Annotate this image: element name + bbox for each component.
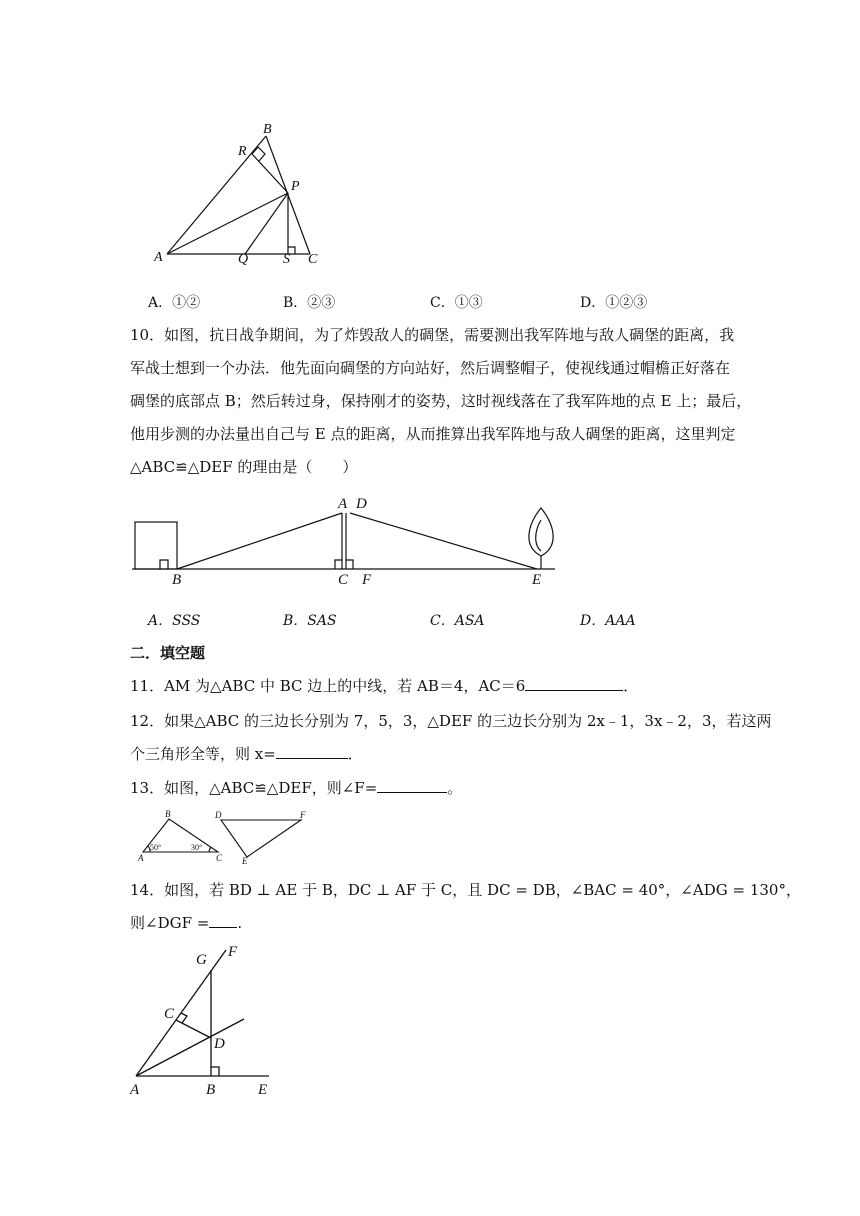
q13-end: 。 <box>447 779 463 797</box>
q12-answer-blank[interactable] <box>276 744 348 759</box>
q9-option-d[interactable]: D．①②③ <box>580 295 648 311</box>
tree-icon <box>529 508 553 569</box>
q10-line-5: △ABC≌△DEF 的理由是（ ） <box>130 458 358 476</box>
bunker-icon <box>135 522 177 569</box>
fig13-label-b: B <box>165 809 171 819</box>
fig10-label-b: B <box>172 572 182 588</box>
fig10-label-e: E <box>532 572 542 588</box>
fig9-label-c: C <box>308 252 318 267</box>
fig14-label-a: A <box>130 1082 140 1098</box>
q9-option-a[interactable]: A．①② <box>148 295 201 311</box>
fig14-label-b: B <box>206 1082 216 1098</box>
q11-end: ． <box>623 677 639 695</box>
fig9-label-q: Q <box>238 252 249 267</box>
q14-text: 则∠DGF = <box>130 914 210 932</box>
section-heading-fill-in: 二．填空题 <box>130 644 206 662</box>
fig14-label-d: D <box>214 1036 225 1052</box>
q14-answer-blank[interactable] <box>209 913 237 928</box>
fig13-angle-a: 50° <box>150 843 162 852</box>
fig10-label-d: D <box>356 496 367 512</box>
q10-option-d[interactable]: D．AAA <box>580 613 636 629</box>
q13-answer-blank[interactable] <box>377 778 447 793</box>
q11-text: 11．AM 为△ABC 中 BC 边上的中线，若 AB＝4，AC＝6 <box>130 677 526 695</box>
fig9-label-b: B <box>263 122 272 137</box>
fig9-label-a: A <box>154 250 163 265</box>
q13-figure <box>136 806 320 864</box>
q10-line-2: 军战士想到一个办法．他先面向碉堡的方向站好，然后调整帽子，使视线通过帽檐正好落在 <box>130 359 731 377</box>
fig13-angle-c: 30° <box>191 843 203 852</box>
fig14-label-g: G <box>196 952 207 968</box>
q14-end: . <box>237 914 243 932</box>
q10-line-3: 碉堡的底部点 B；然后转过身，保持刚才的姿势，这时视线落在了我军阵地的点 E 上；最后， <box>130 392 752 410</box>
q12-line-2 <box>130 744 363 764</box>
q13-line <box>130 778 462 798</box>
q10-figure <box>130 494 560 590</box>
fig10-label-c: C <box>338 572 349 588</box>
q14-line-1: 14．如图，若 BD ⊥ AE 于 B，DC ⊥ AF 于 C，且 DC = DB，∠BAC = 40°，∠ADG = 130°， <box>130 881 801 899</box>
q10-option-b[interactable]: B．SAS <box>283 613 337 629</box>
q9-option-c[interactable]: C．①③ <box>430 295 483 311</box>
q9-option-b[interactable]: B．②③ <box>283 295 336 311</box>
q10-option-c[interactable]: C．ASA <box>430 613 485 629</box>
q11-answer-blank[interactable] <box>525 676 623 691</box>
fig9-label-r: R <box>238 144 247 159</box>
fig14-label-c: C <box>164 1006 175 1022</box>
q9-figure <box>150 118 340 268</box>
fig13-label-c: C <box>216 853 223 863</box>
fig13-label-a: A <box>138 853 144 863</box>
q13-text: 13．如图，△ABC≌△DEF，则∠F= <box>130 779 378 797</box>
q12-text: 个三角形全等，则 x= <box>130 745 276 763</box>
fig14-label-f: F <box>228 944 238 960</box>
q10-option-a[interactable]: A．SSS <box>148 613 201 629</box>
fig9-label-s: S <box>283 252 290 267</box>
fig9-label-p: P <box>291 179 300 194</box>
fig10-label-f: F <box>362 572 372 588</box>
fig13-label-f: F <box>300 810 306 820</box>
fig13-label-e: E <box>242 856 248 864</box>
q10-line-4: 他用步测的办法量出自己与 E 点的距离，从而推算出我军阵地与敌人碉堡的距离，这里判定 <box>130 425 736 443</box>
fig10-label-a: A <box>338 496 348 512</box>
q14-figure <box>126 942 286 1102</box>
q10-line-1: 10．如图，抗日战争期间，为了炸毁敌人的碉堡，需要测出我军阵地与敌人碉堡的距离，我 <box>130 326 735 344</box>
fig13-label-d: D <box>215 810 222 820</box>
q14-line-2 <box>130 913 242 933</box>
q11-line <box>130 676 638 696</box>
q12-line-1: 12．如果△ABC 的三边长分别为 7，5，3，△DEF 的三边长分别为 2x﹣1，3x﹣2，3，若这两 <box>130 712 772 730</box>
q12-end: ． <box>347 745 363 763</box>
fig14-label-e: E <box>258 1082 268 1098</box>
